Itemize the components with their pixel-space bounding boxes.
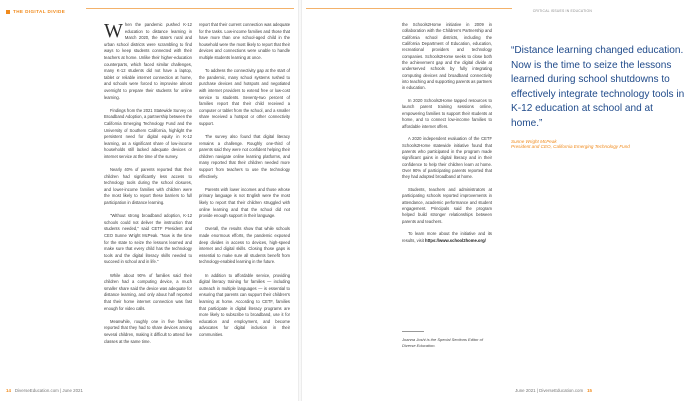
right-page	[302, 0, 685, 401]
section-square-icon	[6, 10, 10, 14]
bio-divider	[402, 331, 424, 332]
article-paragraph: A 2020 independent evaluation of the CETF Schools2Home statewide initiative found that parents who participated in the program made significant gains in digital literacy and in their confidence to help their children learn at home. Over 90% of participating parents reported that they had adopted broadband at home.	[402, 136, 492, 180]
drop-cap: W	[104, 20, 123, 42]
article-paragraph: "Without strong broadband adoption, K-12 schools could not deliver the instruction that students needed," said CETF President and CEO Sunne Wright McPeak. "Now is the time for the state to seize the lessons learned and make sure that every child has the technology tools and the digital literacy skills needed to succeed in school and in life."	[104, 213, 192, 265]
article-column-2	[199, 22, 290, 352]
section-tag	[6, 9, 65, 14]
header-rule	[86, 8, 294, 16]
article-paragraph: Parents with lower incomes and those whose primary language is not English were the most likely to report that their children struggled with online learning and that the school did not provide enough support in their language.	[199, 186, 290, 219]
page-number: 15	[587, 388, 592, 393]
article-link[interactable]: https://www.school2home.org/	[425, 237, 486, 243]
running-head: CRITICAL ISSUES IN EDUCATION	[532, 9, 592, 13]
article-paragraph: To address the connectivity gap at the start of the pandemic, many school systems rushed to purchase devices and hotspots and negotiated with internet providers to extend free or low-cost service to students. Seventy-two percent of families report that their child received a computer or tablet from the school, and a smaller share received a hotspot or other connectivity support.	[199, 68, 290, 126]
pull-quote-text: “Distance learning changed education. Now is the time to seize the lessons learned during school shutdowns to effectively integrate technology tools in K-12 education at school and at home.”	[511, 45, 685, 129]
left-page	[0, 0, 298, 401]
header-rule	[306, 8, 512, 16]
footer-left	[6, 388, 83, 393]
pull-quote	[511, 44, 687, 149]
article-paragraph: report that their current connection was adequate for the tasks. Low-income families and those that have more than one school-aged child in the household were the most likely to report that their devices and connections were unable to handle multiple students learning at once.	[199, 22, 290, 60]
article-paragraph: Overall, the results show that while schools made enormous efforts, the pandemic exposed deep divides in access to devices, high-speed internet and digital skills. Closing those gaps is essential to make sure all students benefit from technology-enabled learning in the future.	[199, 226, 290, 265]
page-number: 14	[6, 388, 11, 393]
article-column-1	[104, 22, 192, 352]
article-paragraph: Meanwhile, roughly one in five families reported that they had to share devices among several children, making it difficult to attend live classes at the same time.	[104, 318, 192, 344]
article-paragraph: While about 90% of families said their children had a computing device, a much smaller share said the device was adequate for distance learning, and only about half reported that their home internet connection was fast enough for video calls.	[104, 272, 192, 311]
article-column-3	[402, 22, 492, 382]
article-paragraph: To learn more about the initiative and its results, visit https://www.school2home.org/	[402, 231, 492, 243]
article-paragraph: Nearly 40% of parents reported that their children had significantly less access to technology tools during the school closures, and lower-income families with children were the most likely to report these barriers to full participation in distance learning.	[104, 167, 192, 206]
article-paragraph: The survey also found that digital literacy remains a challenge. Roughly one-third of parents said they were not confident helping their children navigate online learning platforms, and many reported that their children needed more support from teachers to use the technology effectively.	[199, 134, 290, 179]
pull-quote-role: President and CEO, California Emerging Technology Fund	[511, 143, 630, 149]
section-tag-label: THE DIGITAL DIVIDE	[13, 9, 66, 14]
article-paragraph: Students, teachers and administrators at participating schools reported improvements in attendance, academic performance and student engagement. Principals said the program helped build stronger relationships between parents and teachers.	[402, 186, 492, 224]
author-bio: Joanna Joshi is the Special Sections Editor of Diverse Education.	[402, 337, 483, 348]
pull-quote-author: Sunne Wright McPeak	[511, 138, 557, 144]
article-paragraph: In addition to affordable service, providing digital literacy training for families — including outreach in multiple languages — is essential to ensuring that parents can support their children's learning at home. According to CETF, families that participate in digital literacy programs are more likely to subscribe to broadband, use it for education and employment, and become advocates for digital inclusion in their communities.	[199, 272, 290, 337]
article-paragraph: Findings from the 2021 Statewide Survey on Broadband Adoption, a partnership between the California Emerging Technology Fund and the University of Southern California, highlight the persistent need for digital equity in K-12 learning, as a significant share of low-income households still lacked adequate devices or internet service at the time of the survey.	[104, 107, 192, 159]
article-paragraph: In 2020 Schools2Home tapped resources to launch parent training sessions online, empowering families to support their students at home, and to connect low-income families to affordable internet offers.	[402, 98, 492, 129]
footer-text: June 2021 | DiverseEducation.com	[515, 388, 584, 393]
article-paragraph: the Schools2Home initiative in 2009 in collaboration with the Children's Partnership and California school districts, including the California Department of Education, education, recreational providers and technology companies. Schools2Home seeks to close both the achievement gap and the digital divide at underserved schools by fully integrating computing devices and broadband connectivity into teaching and supporting parents as partners in education.	[402, 22, 492, 91]
footer-text: DiverseEducation.com | June 2021	[14, 388, 83, 393]
footer-right	[515, 388, 592, 393]
article-paragraph: When the pandemic pushed K-12 education to distance learning in March 2020, the state's rural and urban school districts were scrambling to find ways to keep students connected with their teachers at home. Unlike their higher-education counterparts, which faced similar challenges, many K-12 students did not have a laptop, tablet or reliable internet connection at home, and schools were forced to improvise almost overnight to prepare their students for online learning.	[104, 20, 192, 100]
